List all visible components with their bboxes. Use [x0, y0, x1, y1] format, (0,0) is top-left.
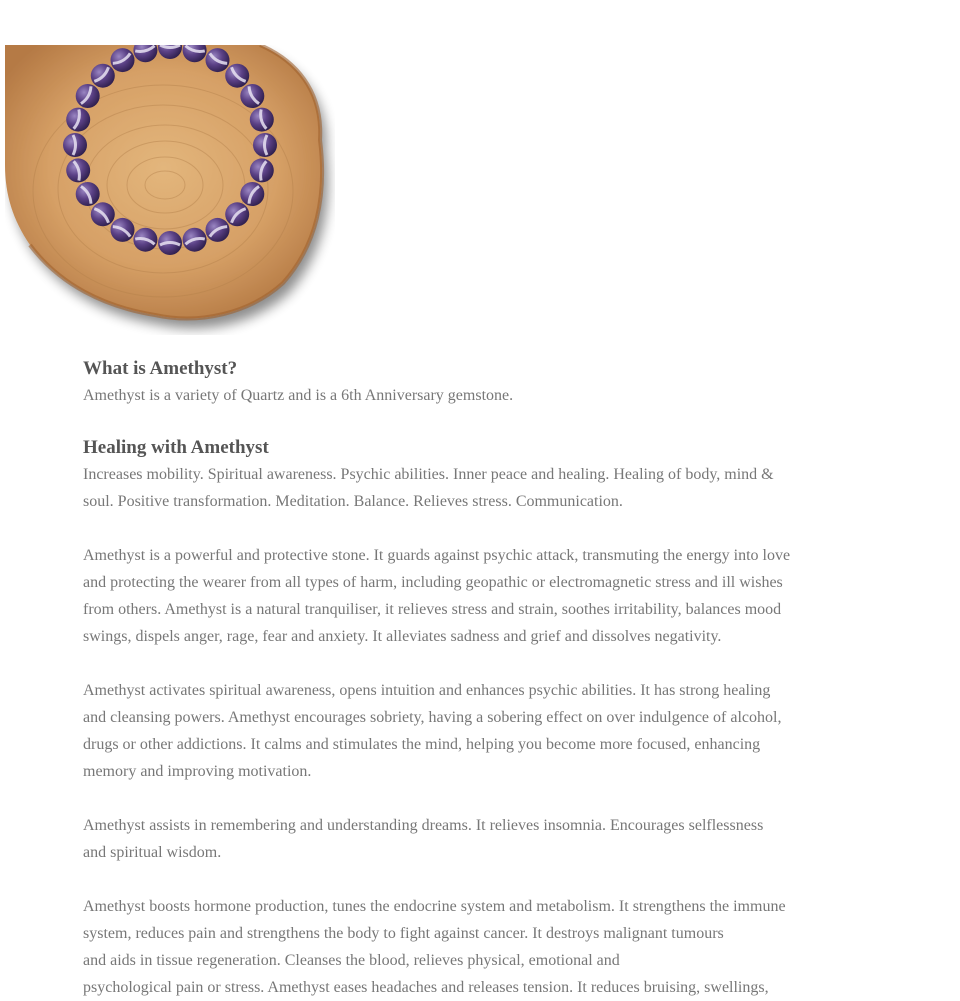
paragraph-protection: Amethyst is a powerful and protective stone. It guards against psychic attack, transmuting the energy into love and protecting the wearer from all types of harm, including geopathic or electromagnetic stress and ill wishes from others. Amethyst is a natural tranquiliser, it relieves stress and strain, soothes irritability, balances mood swings, dispels anger, rage, fear and anxiety. It alleviates sadness and grief and dissolves negativity. [83, 547, 791, 645]
section-text-what-is: Amethyst is a variety of Quartz and is a 6th Anniversary gemstone. [83, 387, 514, 404]
product-image [5, 45, 335, 335]
paragraph-spiritual: Amethyst activates spiritual awareness, opens intuition and enhances psychic abilities. It has strong healing and cleansing powers. Amethyst encourages sobriety, having a sobering effect on over indulgence of alcohol, drugs or other addictions. It calms and stimulates the mind, helping you become more focused, enhancing memory and improving motivation. [83, 682, 782, 780]
wood-slice [5, 45, 322, 318]
section-heading-healing: Healing with Amethyst [83, 437, 269, 458]
section-text-healing: Increases mobility. Spiritual awareness. Psychic abilities. Inner peace and healing. Healing of body, mind & soul. Positive transformation. Meditation. Balance. Relieves stress. Communication. [83, 466, 774, 510]
paragraph-physical: Amethyst boosts hormone production, tunes the endocrine system and metabolism. It strengthens the immune system, reduces pain and strengthens the body to fight against cancer. It destroys malignant tumours and aids in tissue regeneration. Cleanses the blood, relieves physical, emotional and psychological pain or stress. Amethyst eases headaches and releases tension. It reduces bruising, swellings, [83, 898, 786, 996]
section-heading-what-is: What is Amethyst? [83, 358, 238, 379]
paragraph-dreams: Amethyst assists in remembering and understanding dreams. It relieves insomnia. Encourages selflessness and spiritual wisdom. [83, 817, 764, 861]
amethyst-bracelet-icon [5, 45, 335, 335]
product-description [83, 356, 883, 1001]
